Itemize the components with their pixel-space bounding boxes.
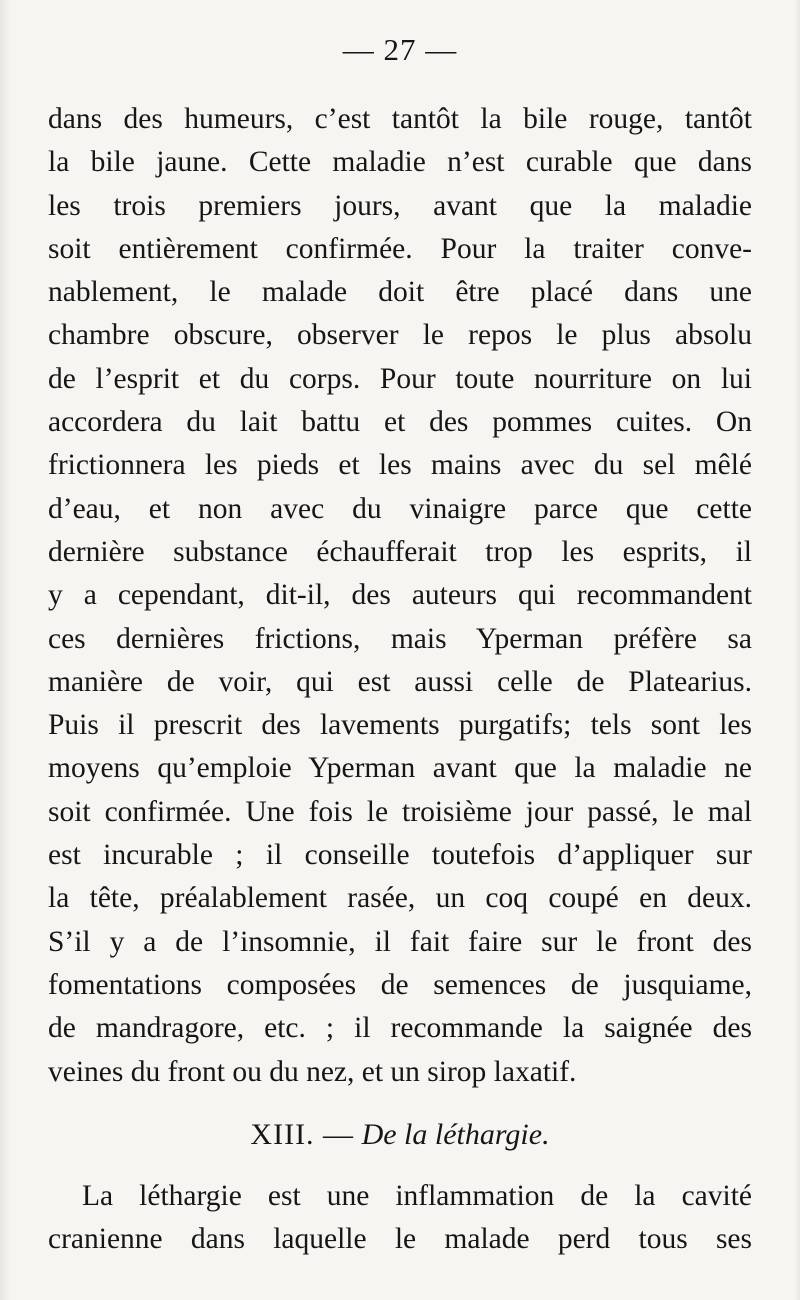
text-line: nablement, le malade doit être placé dans une bbox=[48, 276, 752, 309]
text-line: fomentations composées de semences de jusquiame, bbox=[48, 968, 752, 1001]
text-line: cranienne dans laquelle le malade perd tous ses bbox=[48, 1223, 752, 1256]
text-line: d’eau, et non avec du vinaigre parce que cette bbox=[48, 492, 752, 525]
text-line: veines du front ou du nez, et un sirop laxatif. bbox=[48, 1055, 577, 1088]
text-line: Puis il prescrit des lavements purgatifs; tels sont les bbox=[48, 709, 752, 742]
paragraph-1 bbox=[48, 98, 752, 1094]
text-line: dans des humeurs, c’est tantôt la bile rouge, tantôt bbox=[48, 103, 752, 135]
text-line: ces dernières frictions, mais Yperman préfère sa bbox=[48, 622, 752, 655]
section-number: XIII. — bbox=[250, 1118, 355, 1151]
text-line: la bile jaune. Cette maladie n’est curable que dans bbox=[48, 146, 752, 179]
text-line: soit entièrement confirmée. Pour la traiter conve- bbox=[48, 232, 752, 265]
text-line: y a cependant, dit-il, des auteurs qui recommandent bbox=[48, 579, 752, 612]
page-left-shadow bbox=[0, 0, 10, 1300]
text-line: la tête, préalablement rasée, un coq coupé en deux. bbox=[48, 882, 752, 915]
page-right-shadow bbox=[794, 0, 800, 1300]
page-number: — 27 — bbox=[342, 32, 458, 67]
text-line: est incurable ; il conseille toutefois d’appliquer sur bbox=[48, 839, 752, 872]
text-line: soit confirmée. Une fois le troisième jour passé, le mal bbox=[48, 795, 752, 828]
text-line: manière de voir, qui est aussi celle de Platearius. bbox=[48, 665, 752, 698]
text-line: les trois premiers jours, avant que la maladie bbox=[48, 189, 752, 222]
text-line: S’il y a de l’insomnie, il fait faire sur le front des bbox=[48, 925, 752, 958]
text-line: frictionnera les pieds et les mains avec du sel mêlé bbox=[48, 449, 752, 482]
text-line: chambre obscure, observer le repos le plus absolu bbox=[48, 319, 752, 352]
text-line: de l’esprit et du corps. Pour toute nourriture on lui bbox=[48, 362, 752, 395]
paragraph-2 bbox=[48, 1175, 752, 1262]
section-title: De la léthargie. bbox=[361, 1118, 550, 1151]
section-heading bbox=[0, 1115, 800, 1155]
text-line: moyens qu’emploie Yperman avant que la maladie ne bbox=[48, 752, 752, 785]
text-line: dernière substance échaufferait trop les esprits, il bbox=[48, 535, 752, 568]
text-line: de mandragore, etc. ; il recommande la saignée des bbox=[48, 1012, 752, 1045]
text-line: La léthargie est une inflammation de la cavité bbox=[82, 1180, 752, 1212]
text-line: accordera du lait battu et des pommes cuites. On bbox=[48, 406, 752, 439]
